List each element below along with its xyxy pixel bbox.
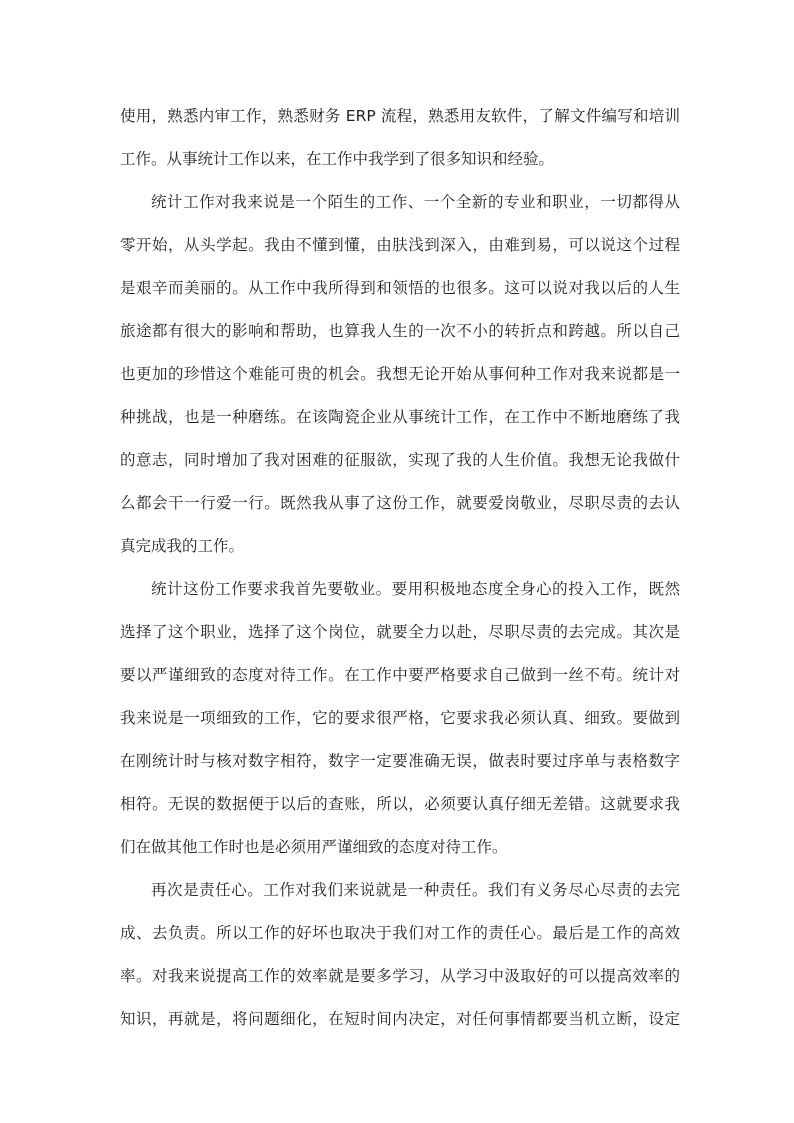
text-line: 统计工作对我来说是一个陌生的工作、一个全新的专业和职业，一切都得从 (151, 193, 680, 211)
text-line: 再次是责任心。工作对我们来说就是一种责任。我们有义务尽心尽责的去完 (151, 881, 680, 899)
text-line: 要以严谨细致的态度对待工作。在工作中要严格要求自己做到一丝不苟。统计对 (120, 666, 680, 684)
text-line: 也更加的珍惜这个难能可贵的机会。我想无论开始从事何种工作对我来说都是一 (120, 365, 680, 383)
text-line: 的意志，同时增加了我对困难的征服欲，实现了我的人生价值。我想无论我做什 (120, 451, 680, 469)
text-line: 么都会干一行爱一行。既然我从事了这份工作，就要爱岗敬业，尽职尽责的去认 (120, 494, 680, 512)
text-line: 种挑战，也是一种磨练。在该陶瓷企业从事统计工作，在工作中不断地磨练了我 (120, 408, 680, 426)
text-line: 选择了这个职业，选择了这个岗位，就要全力以赴，尽职尽责的去完成。其次是 (120, 623, 680, 641)
text-line: 使用，熟悉内审工作，熟悉财务 ERP 流程，熟悉用友软件，了解文件编写和培训 (120, 107, 680, 125)
text-line: 成、去负责。所以工作的好坏也取决于我们对工作的责任心。最后是工作的高效 (120, 924, 680, 942)
text-line: 旅途都有很大的影响和帮助，也算我人生的一次不小的转折点和跨越。所以自己 (120, 322, 680, 340)
text-line: 零开始，从头学起。我由不懂到懂，由肤浅到深入，由难到易，可以说这个过程 (120, 236, 680, 254)
text-line: 在刚统计时与核对数字相符，数字一定要准确无误，做表时要过序单与表格数字 (120, 752, 680, 770)
text-line: 率。对我来说提高工作的效率就是要多学习，从学习中汲取好的可以提高效率的 (120, 967, 680, 985)
text-line: 相符。无误的数据便于以后的查账，所以，必须要认真仔细无差错。这就要求我 (120, 795, 680, 813)
text-line: 知识，再就是，将问题细化，在短时间内决定，对任何事情都要当机立断，设定 (120, 1010, 680, 1028)
text-line: 真完成我的工作。 (120, 537, 245, 555)
text-line: 工作。从事统计工作以来，在工作中我学到了很多知识和经验。 (120, 150, 555, 168)
text-line: 我来说是一项细致的工作，它的要求很严格，它要求我必须认真、细致。要做到 (120, 709, 680, 727)
text-line: 统计这份工作要求我首先要敬业。要用积极地态度全身心的投入工作，既然 (151, 580, 680, 598)
text-line: 是艰辛而美丽的。从工作中我所得到和领悟的也很多。这可以说对我以后的人生 (120, 279, 680, 297)
text-line: 们在做其他工作时也是必须用严谨细致的态度对待工作。 (120, 838, 508, 856)
